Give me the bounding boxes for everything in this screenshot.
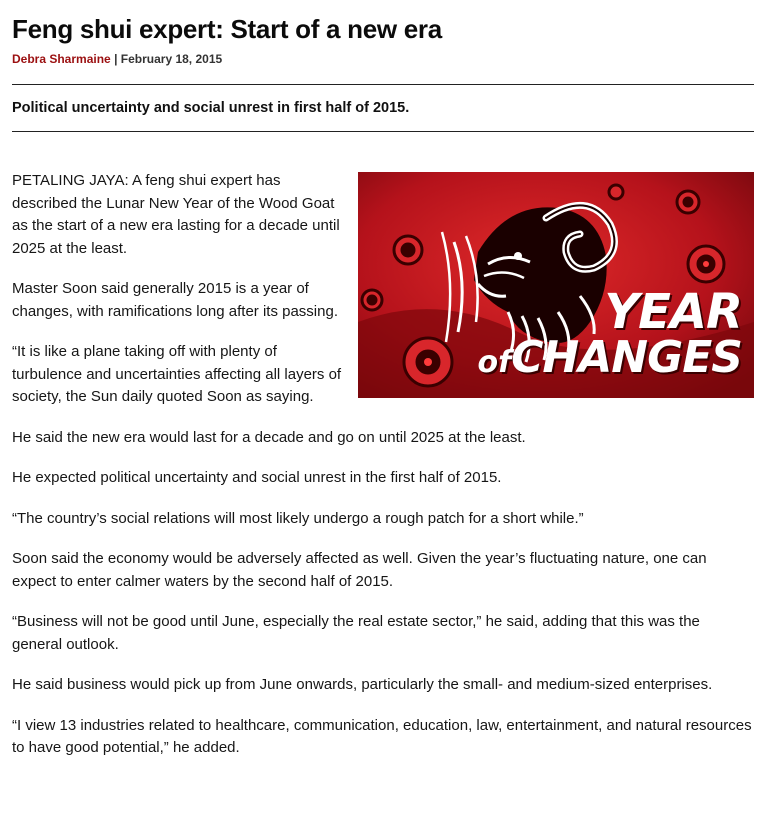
byline-separator: | bbox=[114, 52, 118, 66]
flower-icon bbox=[609, 185, 623, 199]
divider-bottom bbox=[12, 131, 754, 132]
paragraph: Soon said the economy would be adversely affected as well. Given the year’s fluctuating nature, one can expect to enter calmer waters by the second half of 2015. bbox=[12, 550, 707, 590]
flower-icon bbox=[362, 290, 382, 310]
paragraph: He expected political uncertainty and social unrest in the first half of 2015. bbox=[12, 469, 502, 486]
paragraph: Master Soon said generally 2015 is a year of changes, with ramifications long after its passing. bbox=[12, 280, 338, 320]
paragraph: “It is like a plane taking off with plenty of turbulence and uncertainties affecting all layers of society, the Sun daily quoted Soon as saying. bbox=[12, 343, 342, 405]
image-title-changes: CHANGES bbox=[511, 332, 742, 383]
article-headline: Feng shui expert: Start of a new era bbox=[12, 14, 442, 44]
byline bbox=[12, 52, 222, 66]
paragraph: “I view 13 industries related to healthcare, communication, education, law, entertainment, and natural resources to have good potential,” he added. bbox=[12, 716, 752, 756]
flower-icon bbox=[394, 236, 422, 264]
flower-icon bbox=[677, 191, 699, 213]
paragraph: PETALING JAYA: A feng shui expert has described the Lunar New Year of the Wood Goat as the start of a new era lasting for a decade until 2025 at the least. bbox=[12, 172, 340, 257]
article-body bbox=[12, 170, 754, 778]
divider-top bbox=[12, 84, 754, 85]
article-deck: Political uncertainty and social unrest in first half of 2015. bbox=[12, 100, 410, 116]
paragraph: “The country’s social relations will most likely undergo a rough patch for a short while.” bbox=[12, 509, 584, 527]
image-title-of: of bbox=[477, 345, 512, 380]
publish-date: February 18, 2015 bbox=[120, 52, 223, 66]
article-image bbox=[358, 172, 754, 398]
paragraph: He said business would pick up from June onwards, particularly the small- and medium-sized enterprises. bbox=[12, 676, 713, 693]
paragraph: “Business will not be good until June, especially the real estate sector,” he said, adding that this was the general outlook. bbox=[12, 613, 700, 653]
image-title-line2 bbox=[477, 332, 742, 383]
image-title bbox=[477, 284, 742, 383]
author-link[interactable]: Debra Sharmaine bbox=[12, 52, 111, 66]
flower-icon bbox=[688, 246, 724, 282]
flower-icon bbox=[404, 338, 452, 386]
paragraph: He said the new era would last for a decade and go on until 2025 at the least. bbox=[12, 428, 526, 446]
image-title-line1: YEAR bbox=[604, 284, 742, 340]
